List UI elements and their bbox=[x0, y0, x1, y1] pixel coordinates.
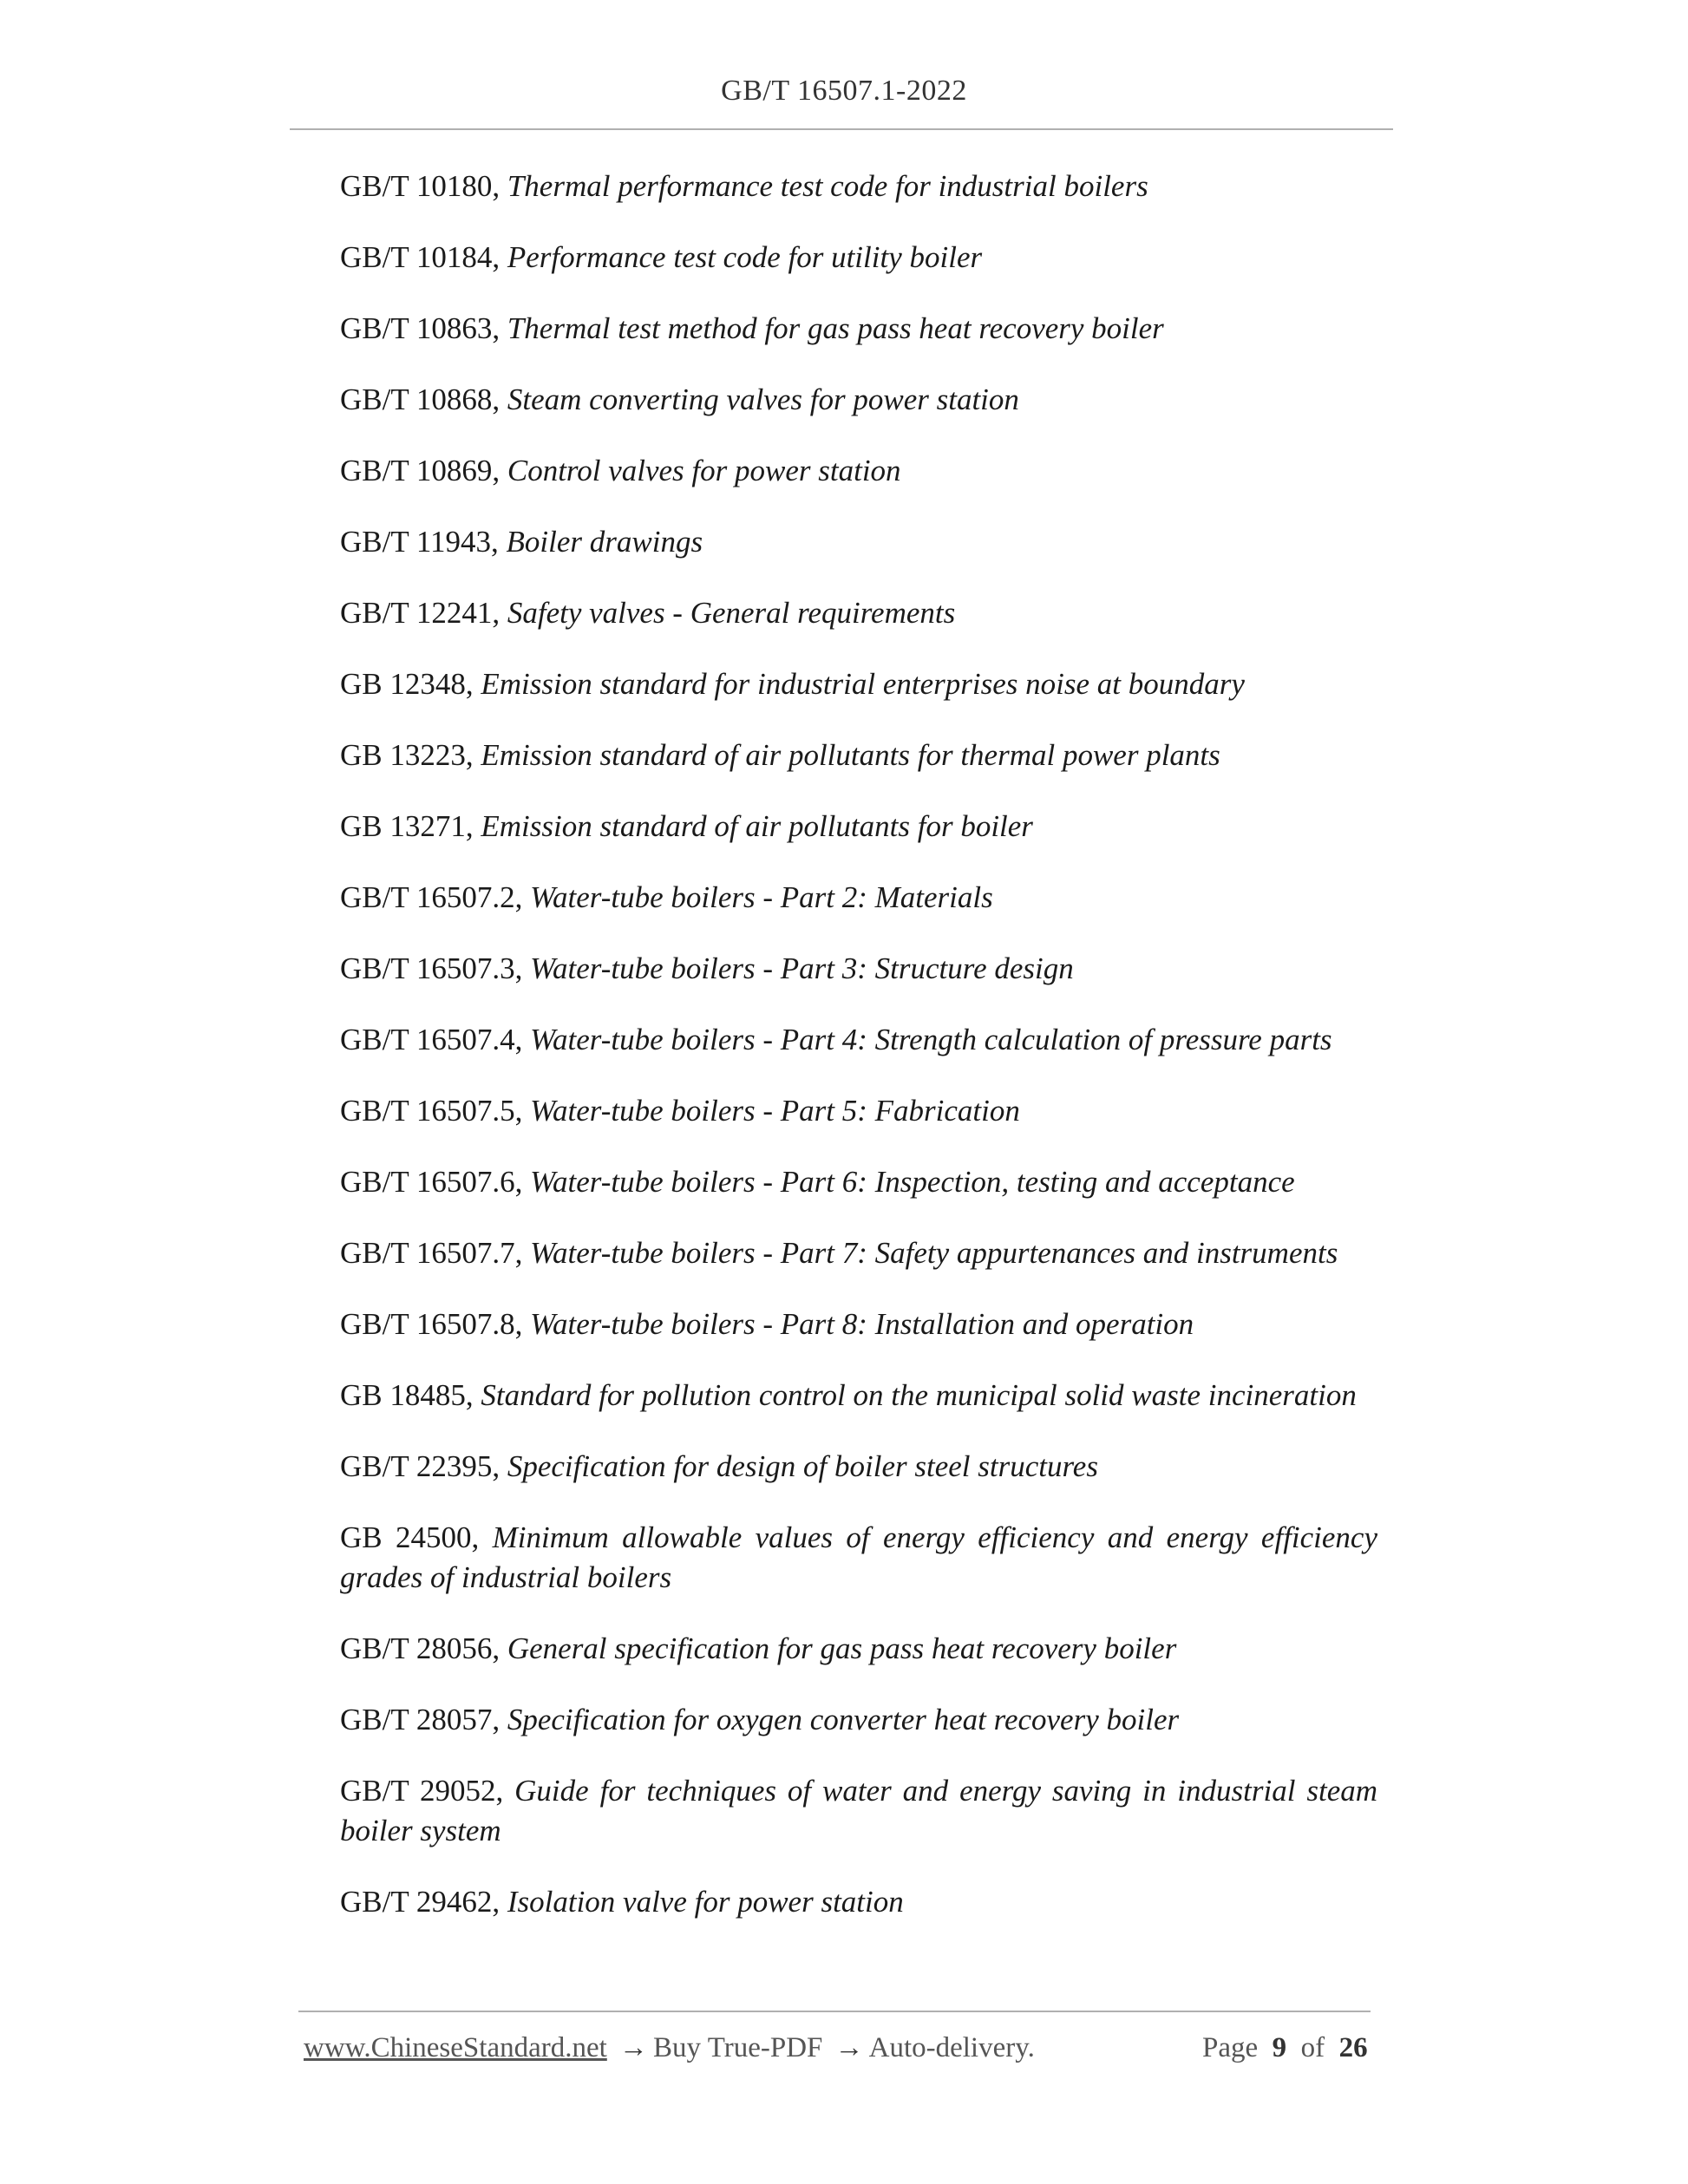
reference-title: Specification for design of boiler steel structures bbox=[507, 1449, 1098, 1483]
reference-item bbox=[340, 1020, 1377, 1060]
reference-title: Performance test code for utility boiler bbox=[507, 240, 983, 274]
reference-code: GB 12348, bbox=[340, 667, 481, 701]
reference-item bbox=[340, 1162, 1377, 1202]
reference-code: GB/T 28056, bbox=[340, 1631, 507, 1665]
reference-title: Emission standard of air pollutants for thermal power plants bbox=[481, 738, 1220, 772]
reference-item bbox=[340, 664, 1377, 704]
reference-item bbox=[340, 451, 1377, 491]
reference-code: GB/T 29462, bbox=[340, 1885, 507, 1919]
reference-code: GB 18485, bbox=[340, 1378, 481, 1412]
current-page: 9 bbox=[1272, 2032, 1287, 2063]
reference-code: GB/T 16507.4, bbox=[340, 1023, 531, 1056]
reference-item bbox=[340, 736, 1377, 775]
reference-title: Water-tube boilers - Part 6: Inspection, testing and acceptance bbox=[530, 1165, 1295, 1199]
page-label: Page bbox=[1202, 2032, 1259, 2063]
reference-code: GB/T 12241, bbox=[340, 596, 507, 630]
reference-code: GB/T 10868, bbox=[340, 383, 507, 416]
footer-divider bbox=[298, 2011, 1371, 2012]
total-pages: 26 bbox=[1338, 2032, 1368, 2063]
reference-code: GB 13223, bbox=[340, 738, 481, 772]
reference-title: Emission standard for industrial enterprises noise at boundary bbox=[481, 667, 1245, 701]
reference-title: Standard for pollution control on the municipal solid waste incineration bbox=[481, 1378, 1357, 1412]
reference-code: GB/T 10869, bbox=[340, 454, 507, 487]
reference-code: GB/T 16507.2, bbox=[340, 880, 531, 914]
reference-title: Steam converting valves for power station bbox=[507, 383, 1019, 416]
page-header-title: GB/T 16507.1-2022 bbox=[721, 75, 967, 107]
reference-item bbox=[340, 1771, 1377, 1851]
auto-delivery-text: Auto-delivery. bbox=[868, 2032, 1035, 2063]
reference-item bbox=[340, 1376, 1377, 1416]
reference-code: GB/T 10863, bbox=[340, 311, 507, 345]
arrow-right-icon: → bbox=[834, 2032, 864, 2063]
reference-item bbox=[340, 380, 1377, 420]
reference-item bbox=[340, 1091, 1377, 1131]
reference-item bbox=[340, 522, 1377, 562]
reference-title: Water-tube boilers - Part 5: Fabrication bbox=[530, 1094, 1020, 1128]
reference-title: General specification for gas pass heat recovery boiler bbox=[507, 1631, 1177, 1665]
reference-code: GB/T 16507.3, bbox=[340, 951, 531, 985]
reference-title: Water-tube boilers - Part 7: Safety appurtenances and instruments bbox=[530, 1236, 1338, 1270]
reference-item bbox=[340, 949, 1377, 989]
page-number bbox=[1202, 2032, 1368, 2064]
reference-item bbox=[340, 1447, 1377, 1487]
reference-code: GB/T 16507.5, bbox=[340, 1094, 531, 1128]
reference-title: Thermal performance test code for industrial boilers bbox=[507, 169, 1148, 203]
reference-item bbox=[340, 878, 1377, 918]
reference-title: Emission standard of air pollutants for boiler bbox=[481, 809, 1033, 843]
reference-code: GB/T 11943, bbox=[340, 525, 507, 559]
reference-title: Specification for oxygen converter heat recovery boiler bbox=[507, 1703, 1180, 1736]
reference-item bbox=[340, 1518, 1377, 1598]
arrow-right-icon: → bbox=[619, 2032, 649, 2063]
reference-title: Water-tube boilers - Part 8: Installation and operation bbox=[530, 1307, 1194, 1341]
reference-code: GB/T 10180, bbox=[340, 169, 507, 203]
reference-item bbox=[340, 1882, 1377, 1922]
header-divider bbox=[290, 128, 1393, 130]
reference-item bbox=[340, 1305, 1377, 1344]
reference-title: Water-tube boilers - Part 3: Structure design bbox=[530, 951, 1074, 985]
reference-item bbox=[340, 1700, 1377, 1740]
reference-title: Isolation valve for power station bbox=[507, 1885, 904, 1919]
reference-code: GB/T 16507.8, bbox=[340, 1307, 531, 1341]
reference-title: Water-tube boilers - Part 2: Materials bbox=[530, 880, 993, 914]
reference-item bbox=[340, 807, 1377, 847]
reference-code: GB/T 22395, bbox=[340, 1449, 507, 1483]
reference-code: GB 13271, bbox=[340, 809, 481, 843]
reference-title: Guide for techniques of water and energy saving in industrial steam boiler system bbox=[340, 1774, 1378, 1847]
reference-code: GB 24500, bbox=[340, 1520, 493, 1554]
reference-item bbox=[340, 1233, 1377, 1273]
reference-title: Minimum allowable values of energy efficiency and energy efficiency grades of industrial boilers bbox=[340, 1520, 1378, 1594]
reference-title: Water-tube boilers - Part 4: Strength calculation of pressure parts bbox=[530, 1023, 1332, 1056]
reference-item bbox=[340, 1629, 1377, 1669]
reference-code: GB/T 10184, bbox=[340, 240, 507, 274]
normative-references-list bbox=[340, 167, 1377, 1953]
reference-item bbox=[340, 309, 1377, 349]
reference-item bbox=[340, 593, 1377, 633]
buy-pdf-text: Buy True-PDF bbox=[653, 2032, 823, 2063]
reference-item bbox=[340, 238, 1377, 278]
reference-title: Safety valves - General requirements bbox=[507, 596, 956, 630]
website-link[interactable]: www.ChineseStandard.net bbox=[304, 2032, 607, 2063]
reference-code: GB/T 16507.6, bbox=[340, 1165, 531, 1199]
reference-title: Boiler drawings bbox=[506, 525, 703, 559]
reference-code: GB/T 16507.7, bbox=[340, 1236, 531, 1270]
reference-title: Thermal test method for gas pass heat recovery boiler bbox=[507, 311, 1164, 345]
footer-promo bbox=[304, 2032, 1035, 2064]
reference-code: GB/T 29052, bbox=[340, 1774, 515, 1808]
reference-code: GB/T 28057, bbox=[340, 1703, 507, 1736]
reference-item bbox=[340, 167, 1377, 206]
of-label: of bbox=[1300, 2032, 1325, 2063]
reference-title: Control valves for power station bbox=[507, 454, 901, 487]
